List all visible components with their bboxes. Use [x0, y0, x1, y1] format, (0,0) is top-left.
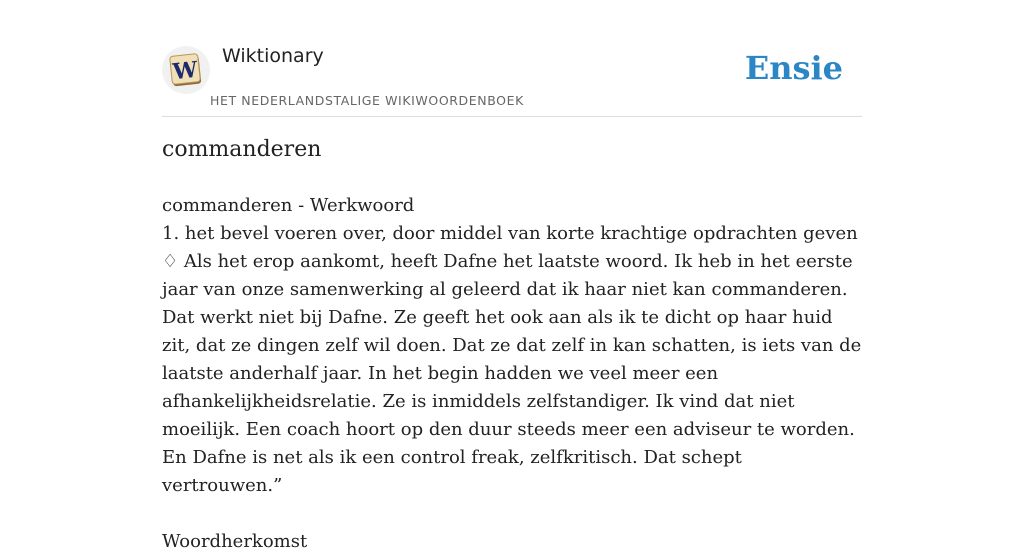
site-header: [162, 0, 862, 117]
etymology-heading: Woordherkomst: [162, 531, 308, 552]
page-title: commanderen: [162, 137, 322, 162]
dictionary-entry: [162, 192, 862, 556]
ensie-brand-link[interactable]: Ensie: [744, 49, 843, 87]
entry-headline: commanderen - Werkwoord: [162, 195, 415, 216]
wiktionary-tile-icon: [168, 52, 204, 88]
entry-definition: 1. het bevel voeren over, door middel van korte krachtige opdrachten geven: [162, 223, 858, 244]
entry-example: ♢ Als het erop aankomt, heeft Dafne het laatste woord. Ik heb in het eerste jaar van onze samenwerking al geleerd dat ik haar niet kan commanderen. Dat werkt niet bij Dafne. Ze geeft het ook aan als ik te dicht op haar huid zit, dat ze dingen zelf wil doen. Dat ze dat zelf in kan schatten, is iets van de laatste anderhalf jaar. In het begin hadden we veel meer een afhankelijkheidsrelatie. Ze is inmiddels zelfstandiger. Ik vind dat niet moeilijk. Een coach hoort op den duur steeds meer een adviseur te worden. En Dafne is net als ik een control freak, zelfkritisch. Dat schept vertrouwen.”: [162, 251, 862, 496]
wiktionary-logo-icon[interactable]: [162, 46, 210, 94]
site-subtitle: HET NEDERLANDSTALIGE WIKIWOORDENBOEK: [210, 93, 524, 108]
page-container: [162, 0, 862, 552]
logo-letter: W: [171, 56, 199, 86]
site-name[interactable]: Wiktionary: [222, 45, 324, 67]
